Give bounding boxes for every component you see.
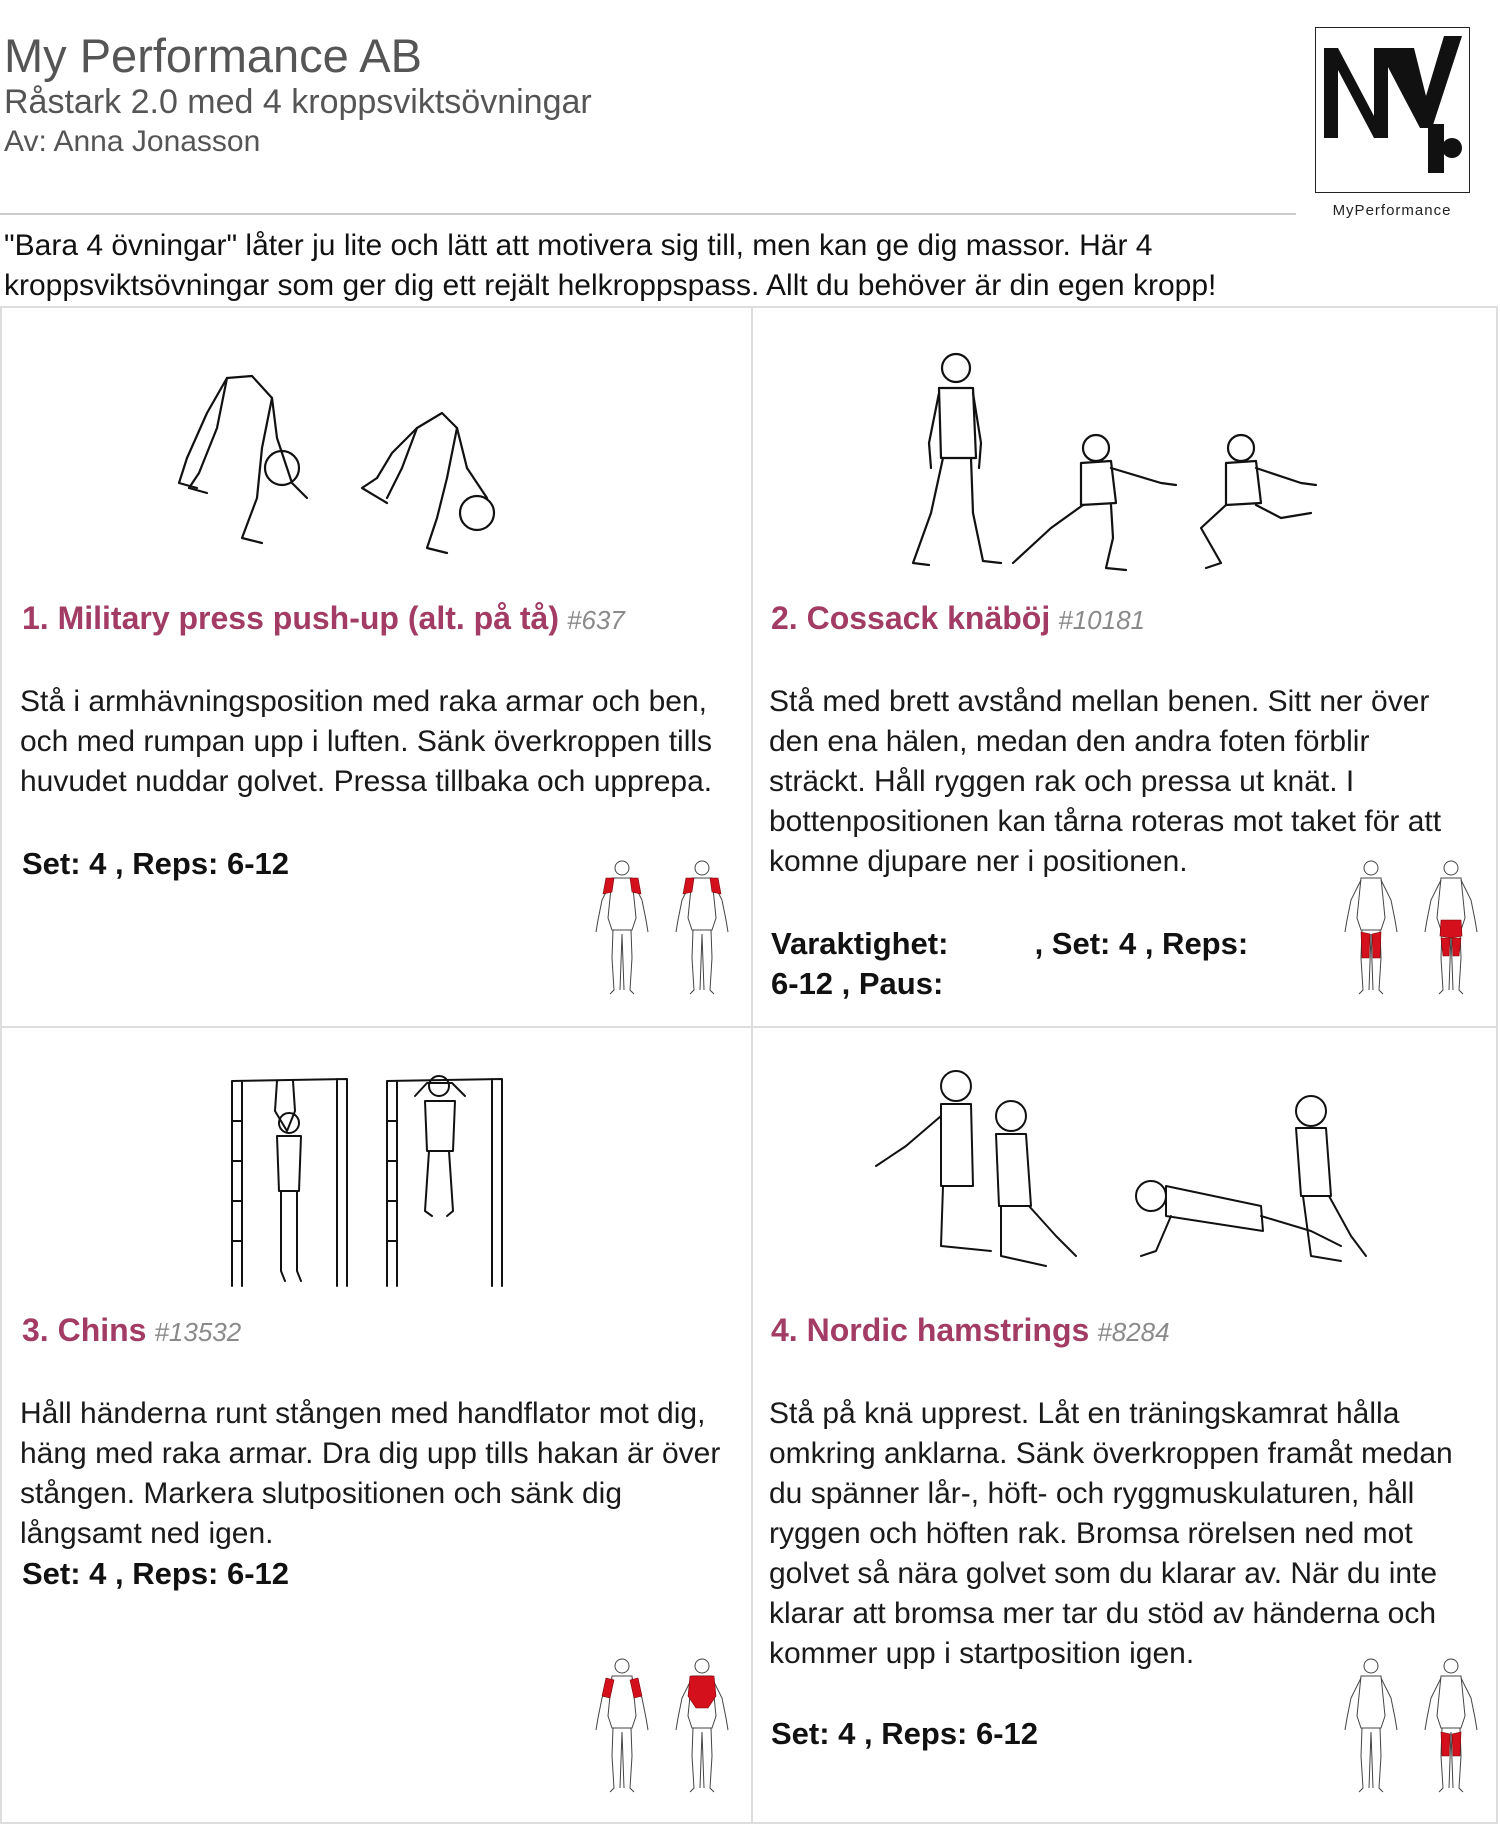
exercise-sets: Set: 4 , Reps: 6-12 bbox=[22, 846, 290, 881]
header-divider bbox=[0, 213, 1296, 215]
cossack-squat-illustration bbox=[901, 343, 1321, 573]
exercise-id: #13532 bbox=[154, 1317, 242, 1347]
exercise-card-2 bbox=[751, 308, 1500, 1026]
chins-illustration bbox=[227, 1071, 527, 1291]
pushup-illustration bbox=[177, 358, 577, 568]
exercise-sets-line-2: 6-12 , Paus: bbox=[771, 966, 944, 1001]
exercise-sets-line-1: Varaktighet: , Set: 4 , Reps: bbox=[771, 926, 1249, 961]
exercise-title bbox=[771, 600, 1145, 637]
exercise-description: Stå på knä upprest. Låt en träningskamrat hålla omkring anklarna. Sänk överkroppen framåt medan du spänner lår-, höft- och ryggmuskulaturen, håll ryggen och höften rak. Bromsa rörelsen ned mot golvet så nära golvet som du klarar av. När du inte klarar att bromsa mer tar du stöd av händerna och kommer upp i startposition igen. bbox=[769, 1397, 1453, 1670]
deltoid-left-highlight bbox=[603, 878, 614, 894]
exercise-name: 4. Nordic hamstrings bbox=[771, 1312, 1090, 1348]
muscle-map bbox=[1326, 1656, 1486, 1796]
lats-highlight bbox=[688, 1676, 716, 1708]
exercise-id: #8284 bbox=[1097, 1317, 1170, 1347]
exercise-title bbox=[771, 1312, 1170, 1349]
front-body-figure bbox=[1345, 861, 1397, 994]
exercise-grid bbox=[0, 306, 1498, 1824]
exercise-name: 1. Military press push-up (alt. på tå) bbox=[22, 600, 559, 636]
logo-caption: MyPerformance bbox=[1332, 202, 1452, 219]
exercise-id: #10181 bbox=[1058, 605, 1145, 635]
exercise-id: #637 bbox=[566, 605, 625, 635]
exercise-title bbox=[22, 1312, 241, 1349]
intro-text: "Bara 4 övningar" låter ju lite och lätt att motivera sig till, men kan ge dig massor. Här 4 kroppsviktsövningar som ger dig ett rejält helkroppspass. Allt du behöver är din egen kropp! bbox=[4, 229, 1217, 302]
exercise-sets: Set: 4 , Reps: 6-12 bbox=[22, 1556, 290, 1591]
exercise-name: 3. Chins bbox=[22, 1312, 147, 1348]
exercise-name: 2. Cossack knäböj bbox=[771, 600, 1051, 636]
muscle-map bbox=[1326, 858, 1486, 998]
back-body-figure bbox=[676, 861, 728, 994]
deltoid-left-highlight bbox=[683, 878, 694, 894]
deltoid-right-highlight bbox=[630, 878, 641, 894]
exercise-description: Stå i armhävningsposition med raka armar och ben, och med rumpan upp i luften. Sänk överkroppen tills huvudet nuddar golvet. Pressa tillbaka och upprepa. bbox=[20, 685, 713, 798]
exercise-title bbox=[22, 600, 625, 637]
biceps-highlight bbox=[602, 1678, 642, 1698]
back-body-figure bbox=[1425, 861, 1477, 994]
company-name: My Performance AB bbox=[4, 29, 422, 82]
front-body-figure bbox=[596, 1659, 648, 1792]
program-author: Av: Anna Jonasson bbox=[4, 125, 261, 158]
muscle-map bbox=[577, 858, 737, 998]
exercise-card-3 bbox=[2, 1026, 751, 1824]
nordic-hamstrings-illustration bbox=[871, 1056, 1371, 1296]
front-body-figure bbox=[596, 861, 648, 994]
exercise-sets: Set: 4 , Reps: 6-12 bbox=[771, 1716, 1039, 1751]
glutes-highlight bbox=[1440, 920, 1462, 938]
back-body-figure bbox=[676, 1659, 728, 1792]
program-title: Råstark 2.0 med 4 kroppsviktsövningar bbox=[4, 83, 592, 121]
deltoid-right-highlight bbox=[710, 878, 721, 894]
exercise-card-1 bbox=[2, 308, 751, 1026]
exercise-card-4 bbox=[751, 1026, 1500, 1824]
back-body-figure bbox=[1425, 1659, 1477, 1792]
exercise-description: Stå med brett avstånd mellan benen. Sitt ner över den ena hälen, medan den andra foten förblir sträckt. Håll ryggen rak och pressa ut knät. I bottenpositionen kan tårna roteras mot taket för att komne djupare ner i positionen. bbox=[769, 685, 1442, 878]
myperformance-logo bbox=[1315, 27, 1470, 193]
front-body-figure bbox=[1345, 1659, 1397, 1792]
muscle-map bbox=[577, 1656, 737, 1796]
document-header bbox=[4, 30, 592, 162]
exercise-description: Håll händerna runt stången med handflator mot dig, häng med raka armar. Dra dig upp tills hakan är över stången. Markera slutpositionen och sänk dig långsamt ned igen. bbox=[20, 1397, 721, 1550]
